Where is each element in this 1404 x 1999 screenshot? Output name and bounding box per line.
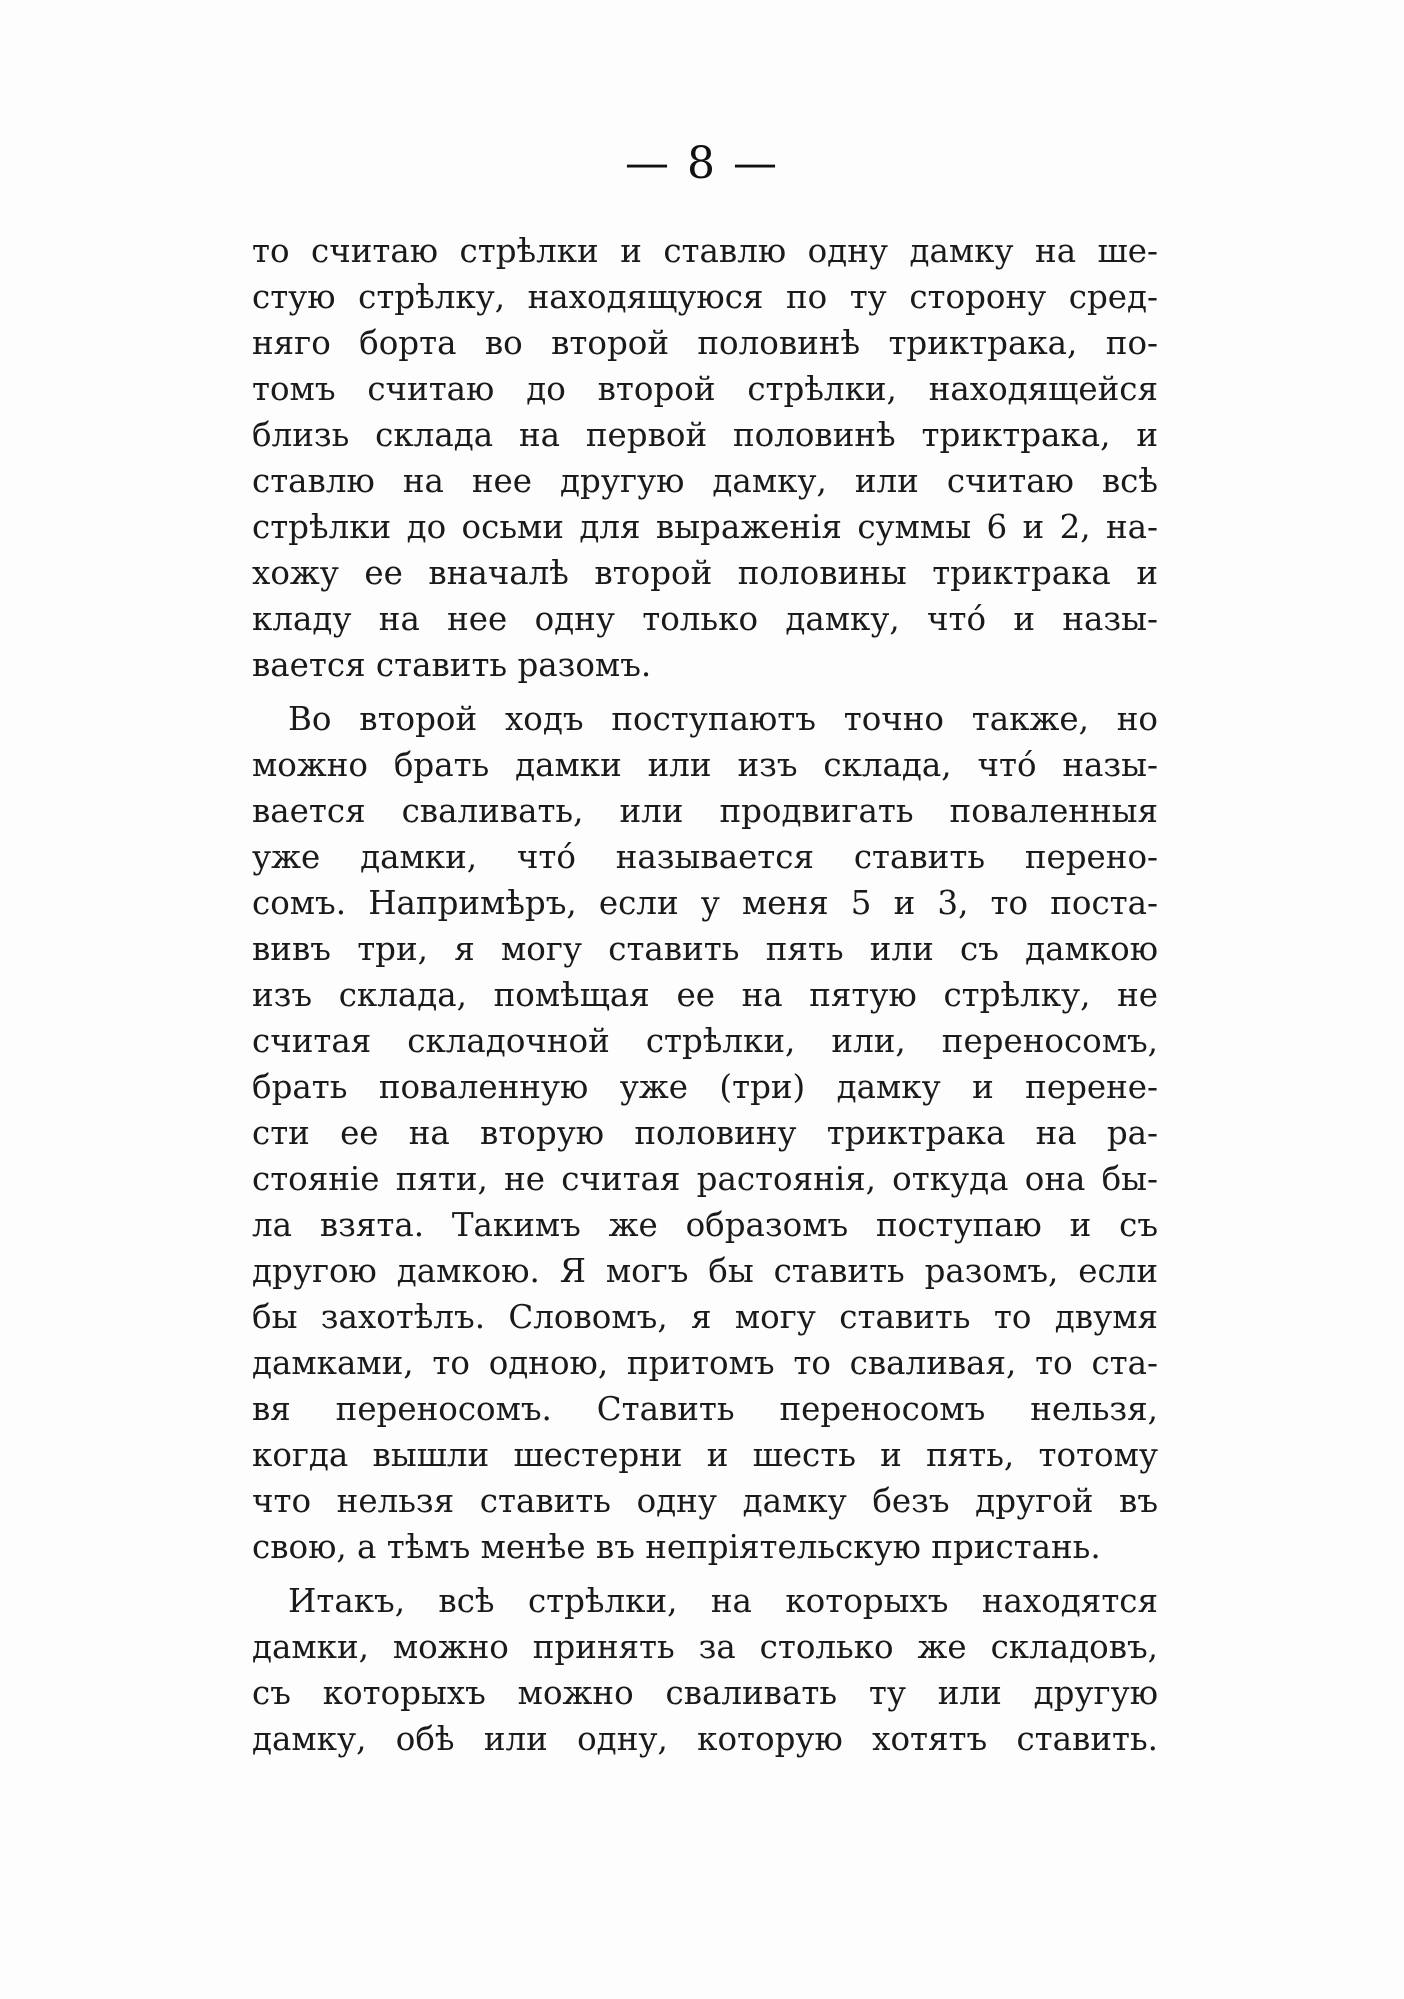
text-line: Во второй ходъ поступаютъ точно также, но [288, 700, 1158, 738]
text-line: близь склада на первой половинѣ триктрака, и [252, 416, 1158, 454]
text-line: съ которыхъ можно сваливать ту или другую [252, 1674, 1158, 1712]
text-line: то считаю стрѣлки и ставлю одну дамку на ше- [252, 232, 1158, 270]
text-line: уже дамки, что́ называется ставить перено- [252, 838, 1158, 876]
paragraph-gap [252, 1570, 1158, 1578]
paragraph [252, 696, 1158, 1570]
page-number: — 8 — [625, 138, 779, 189]
text-line: стрѣлки до осьми для выраженія суммы 6 и 2, на- [252, 508, 1158, 546]
text-line: няго борта во второй половинѣ триктрака, по- [252, 324, 1158, 362]
text-line: вивъ три, я могу ставить пять или съ дамкою [252, 930, 1158, 968]
text-line: брать поваленную уже (три) дамку и перене- [252, 1068, 1158, 1106]
text-line: томъ считаю до второй стрѣлки, находящейся [252, 370, 1158, 408]
text-line: хожу ее вначалѣ второй половины триктрака и [252, 554, 1158, 592]
paragraph-gap [252, 688, 1158, 696]
text-line: вается ставить разомъ. [252, 646, 652, 684]
text-line: можно брать дамки или изъ склада, что́ назы- [252, 746, 1158, 784]
text-line: сти ее на вторую половину триктрака на ра- [252, 1114, 1158, 1152]
text-line: другою дамкою. Я могъ бы ставить разомъ, если [252, 1252, 1158, 1290]
text-line: бы захотѣлъ. Словомъ, я могу ставить то двумя [252, 1298, 1158, 1336]
text-line: дамки, можно принять за столько же складовъ, [252, 1628, 1158, 1666]
text-line: кладу на нее одну только дамку, что́ и назы- [252, 600, 1158, 638]
text-line: стояніе пяти, не считая растоянія, откуда она бы- [252, 1160, 1158, 1198]
paragraph [252, 228, 1158, 688]
text-line: дамку, обѣ или одну, которую хотятъ ставить. [252, 1720, 1158, 1758]
text-line: стую стрѣлку, находящуюся по ту сторону сред- [252, 278, 1158, 316]
text-line: считая складочной стрѣлки, или, переносомъ, [252, 1022, 1158, 1060]
paragraph [252, 1578, 1158, 1762]
text-line: Итакъ, всѣ стрѣлки, на которыхъ находятся [288, 1582, 1158, 1620]
text-line: ла взята. Такимъ же образомъ поступаю и съ [252, 1206, 1158, 1244]
text-line: когда вышли шестерни и шесть и пять, тотому [252, 1436, 1158, 1474]
text-line: ставлю на нее другую дамку, или считаю всѣ [252, 462, 1158, 500]
text-line: дамками, то одною, притомъ то сваливая, то ста- [252, 1344, 1158, 1382]
text-line: сомъ. Напримѣръ, если у меня 5 и 3, то поста- [252, 884, 1158, 922]
text-line: свою, а тѣмъ менѣе въ непріятельскую пристань. [252, 1528, 1101, 1566]
body-text [252, 228, 1158, 1762]
text-line: изъ склада, помѣщая ее на пятую стрѣлку, не [252, 976, 1158, 1014]
text-line: вя переносомъ. Ставить переносомъ нельзя, [252, 1390, 1158, 1428]
text-line: вается сваливать, или продвигать поваленныя [252, 792, 1158, 830]
text-line: что нельзя ставить одну дамку безъ другой въ [252, 1482, 1158, 1520]
